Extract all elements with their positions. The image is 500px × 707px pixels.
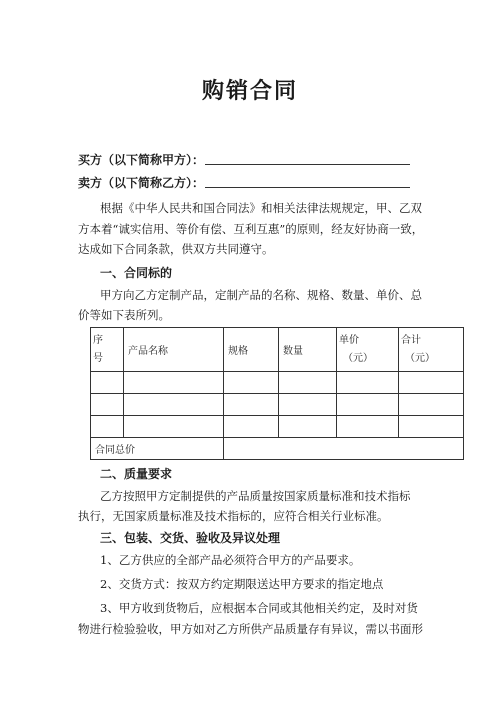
section-3-heading: 三、包装、交货、验收及异议处理 xyxy=(100,531,281,545)
table-cell[interactable] xyxy=(124,372,224,394)
table-total-row xyxy=(91,438,464,460)
table-row xyxy=(91,416,464,438)
table-cell[interactable] xyxy=(224,372,279,394)
table-cell[interactable] xyxy=(279,394,337,416)
table-cell[interactable] xyxy=(399,394,464,416)
table-cell[interactable] xyxy=(224,416,279,438)
col-price-header xyxy=(337,328,399,372)
price-unit: （元） xyxy=(343,352,373,364)
page-title: 购销合同 xyxy=(201,79,298,104)
sum-top: 合计 xyxy=(401,334,421,346)
section-1-line-2: 价等如下表所列。 xyxy=(78,308,170,322)
col-name-header: 产品名称 xyxy=(124,328,224,372)
seller-label: 卖方（以下简称乙方）： xyxy=(78,176,205,190)
buyer-label: 买方（以下简称甲方）： xyxy=(78,153,205,167)
sum-unit: （元） xyxy=(405,352,435,364)
table-row xyxy=(91,394,464,416)
table-cell[interactable] xyxy=(399,372,464,394)
table-cell[interactable] xyxy=(91,416,124,438)
table-cell[interactable] xyxy=(337,416,399,438)
section-3-item-3-line-2: 物进行检验验收，甲方如对乙方所供产品质量存有异议，需以书面形 xyxy=(78,622,423,636)
buyer-fill-line[interactable] xyxy=(205,164,410,165)
price-top: 单价 xyxy=(339,334,359,346)
intro-line-3: 达成如下合同条款，供双方共同遵守。 xyxy=(78,242,274,256)
table-cell[interactable] xyxy=(337,372,399,394)
col-seq-header xyxy=(91,328,124,372)
section-2-heading: 二、质量要求 xyxy=(100,467,173,481)
table-cell[interactable] xyxy=(399,416,464,438)
seller-row xyxy=(78,174,204,191)
section-2-line-1: 乙方按照甲方定制提供的产品质量按国家质量标准和技术指标 xyxy=(100,489,411,503)
section-1-heading: 一、合同标的 xyxy=(100,266,173,280)
intro-line-1: 根据《中华人民共和国合同法》和相关法律法规规定，甲、乙双 xyxy=(100,201,422,215)
table-cell[interactable] xyxy=(124,416,224,438)
table-cell[interactable] xyxy=(279,372,337,394)
section-3-item-2: 2、交货方式：按双方约定期限送达甲方要求的指定地点 xyxy=(100,577,384,591)
table-cell[interactable] xyxy=(224,394,279,416)
table-header-row xyxy=(91,328,464,372)
col-qty-header: 数量 xyxy=(279,328,337,372)
total-label: 合同总价 xyxy=(91,438,224,460)
col-spec-header: 规格 xyxy=(224,328,279,372)
table-cell[interactable] xyxy=(91,372,124,394)
table-cell[interactable] xyxy=(279,416,337,438)
table-cell[interactable] xyxy=(337,394,399,416)
buyer-row xyxy=(78,151,204,168)
intro-line-2: 方本着“诚实信用、等价有偿、互利互惠”的原则，经友好协商一致， xyxy=(78,222,424,236)
section-3-item-1: 1、乙方供应的全部产品必须符合甲方的产品要求。 xyxy=(100,553,361,567)
table-cell[interactable] xyxy=(91,394,124,416)
total-value-cell[interactable] xyxy=(224,438,464,460)
seller-fill-line[interactable] xyxy=(205,187,410,188)
col-sum-header xyxy=(399,328,464,372)
section-1-line-1: 甲方向乙方定制产品，定制产品的名称、规格、数量、单价、总 xyxy=(100,288,422,302)
table-row xyxy=(91,372,464,394)
seq-bottom: 号 xyxy=(93,352,103,364)
table-cell[interactable] xyxy=(124,394,224,416)
section-3-item-3-line-1: 3、甲方收到货物后，应根据本合同或其他相关约定，及时对货 xyxy=(100,601,418,615)
seq-top: 序 xyxy=(93,334,103,346)
product-table xyxy=(90,327,464,460)
section-2-line-2: 执行，无国家质量标准及技术指标的，应符合相关行业标准。 xyxy=(78,509,389,523)
